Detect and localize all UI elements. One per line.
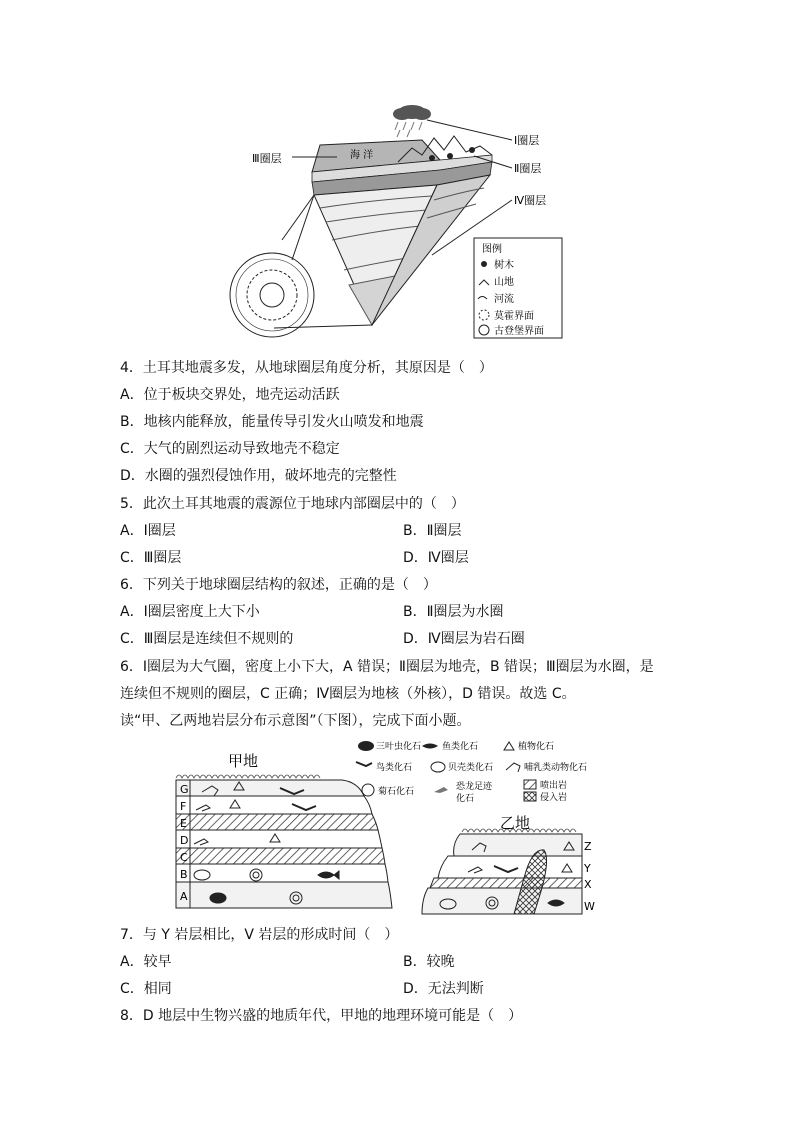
jia-layer-g (176, 780, 364, 796)
jia-label-f: F (180, 800, 187, 813)
rock-strata-diagram (172, 738, 632, 916)
jia-label-b: B (180, 868, 188, 881)
jia-layer-e (176, 814, 378, 830)
ocean-label: 海 洋 (350, 150, 374, 161)
cloud-icon (393, 105, 431, 137)
jia-label-a: A (180, 890, 188, 903)
jia-title: 甲地 (228, 752, 259, 770)
footprint-icon (434, 787, 448, 793)
jia-label-d: D (180, 834, 189, 847)
intrusive-icon (524, 792, 536, 801)
legend-shell: 贝壳类化石 (448, 763, 494, 773)
q8-stem: 8．D 地层中生物兴盛的地质年代，甲地的地理环境可能是（ ） (120, 1008, 523, 1024)
jia-strata (176, 780, 392, 908)
q5-stem: 5．此次土耳其地震的震源位于地球内部圈层中的（ ） (120, 496, 465, 512)
legend-trilobite: 三叶虫化石 (376, 742, 422, 752)
jia-layer-a (176, 882, 392, 908)
layer1-label: Ⅰ圈层 (514, 134, 540, 147)
yi-title: 乙地 (500, 814, 531, 832)
legend-gutenberg: 古登堡界面 (494, 326, 544, 337)
extrusive-icon (524, 780, 536, 789)
legend-fish: 鱼类化石 (442, 742, 479, 752)
earth-layers-diagram (222, 100, 572, 345)
legend-intrusive: 侵入岩 (540, 793, 568, 803)
yi-label-y: Y (584, 862, 591, 875)
yi-layer-z (454, 834, 582, 856)
legend-river: 河流 (494, 294, 514, 305)
shell-icon (431, 762, 445, 772)
q4-option-d: D．水圈的强烈侵蚀作用，破坏地壳的完整性 (120, 468, 397, 484)
legend-bird: 鸟类化石 (376, 763, 413, 773)
q7-option-c: C．相同 (120, 981, 172, 997)
yi-label-w: W (584, 900, 595, 913)
q6-stem: 6．下列关于地球圈层结构的叙述，正确的是（ ） (120, 577, 437, 593)
yi-layer-x (430, 878, 582, 888)
layer2-label: Ⅱ圈层 (514, 162, 542, 175)
legend-moho: 莫霍界面 (494, 311, 534, 322)
trilobite-fossil-icon (210, 893, 226, 903)
legend-ammonite: 菊石化石 (378, 787, 415, 797)
jia-label-e: E (180, 817, 187, 830)
legend-mammal: 哺乳类动物化石 (524, 763, 588, 773)
q7-option-b: B．较晚 (403, 954, 455, 970)
q6-option-d: D．Ⅳ圈层为岩石圈 (403, 631, 525, 647)
q7-option-d: D．无法判断 (403, 981, 484, 997)
fish-icon (422, 744, 438, 749)
layer3-label: Ⅲ圈层 (252, 152, 282, 165)
legend-extrusive: 喷出岩 (540, 781, 568, 791)
section-intro: 读“甲、乙两地岩层分布示意图”（下图），完成下面小题。 (120, 713, 471, 729)
q5-option-c: C．Ⅲ圈层 (120, 550, 182, 566)
layer4-label: Ⅳ圈层 (514, 194, 547, 207)
q4-stem: 4．土耳其地震多发，从地球圈层角度分析，其原因是（ ） (120, 360, 493, 376)
jia-label-c: C (180, 851, 188, 864)
q6-explanation-line1: 6．Ⅰ圈层为大气圈，密度上小下大，A 错误；Ⅱ圈层为地壳，B 错误；Ⅲ圈层为水圈，是 (120, 659, 654, 675)
jia-layer-b (176, 864, 388, 882)
legend-box (474, 238, 562, 338)
q5-option-a: A．Ⅰ圈层 (120, 523, 176, 539)
q5-option-d: D．Ⅳ圈层 (403, 550, 469, 566)
q5-option-b: B．Ⅱ圈层 (403, 523, 462, 539)
q4-option-c: C．大气的剧烈运动导致地壳不稳定 (120, 441, 340, 457)
q6-explanation-line2: 连续但不规则的圈层，C 正确；Ⅳ圈层为地核（外核），D 错误。故选 C。 (120, 686, 576, 702)
yi-label-x: X (584, 878, 592, 891)
trilobite-icon (358, 741, 374, 751)
jia-layer-c (176, 848, 385, 864)
q4-option-a: A．位于板块交界处，地壳运动活跃 (120, 387, 340, 403)
jia-label-g: G (180, 783, 189, 796)
yi-label-z: Z (584, 840, 592, 853)
tree-icon (481, 261, 487, 267)
q6-option-b: B．Ⅱ圈层为水圈 (403, 604, 504, 620)
legend-footprint-2: 化石 (456, 794, 475, 804)
q7-stem: 7．与 Y 岩层相比，V 岩层的形成时间（ ） (120, 927, 399, 943)
q6-option-a: A．Ⅰ圈层密度上大下小 (120, 604, 260, 620)
plant-icon (504, 742, 514, 750)
legend-footprint-1: 恐龙足迹 (456, 782, 493, 792)
q6-option-c: C．Ⅲ圈层是连续但不规则的 (120, 631, 294, 647)
yi-layer-y (438, 856, 582, 878)
earth-section-circle (230, 253, 314, 337)
jia-layer-d (176, 830, 382, 848)
q7-option-a: A．较早 (120, 954, 172, 970)
ammonite-icon (362, 784, 374, 796)
q4-option-b: B．地核内能释放，能量传导引发火山喷发和地震 (120, 414, 424, 430)
legend-tree: 树木 (494, 260, 514, 271)
legend-mountain: 山地 (494, 277, 514, 288)
bird-icon (356, 762, 372, 766)
mammal-icon (506, 763, 520, 772)
legend-title: 图例 (482, 244, 502, 255)
legend-plant: 植物化石 (518, 742, 555, 752)
